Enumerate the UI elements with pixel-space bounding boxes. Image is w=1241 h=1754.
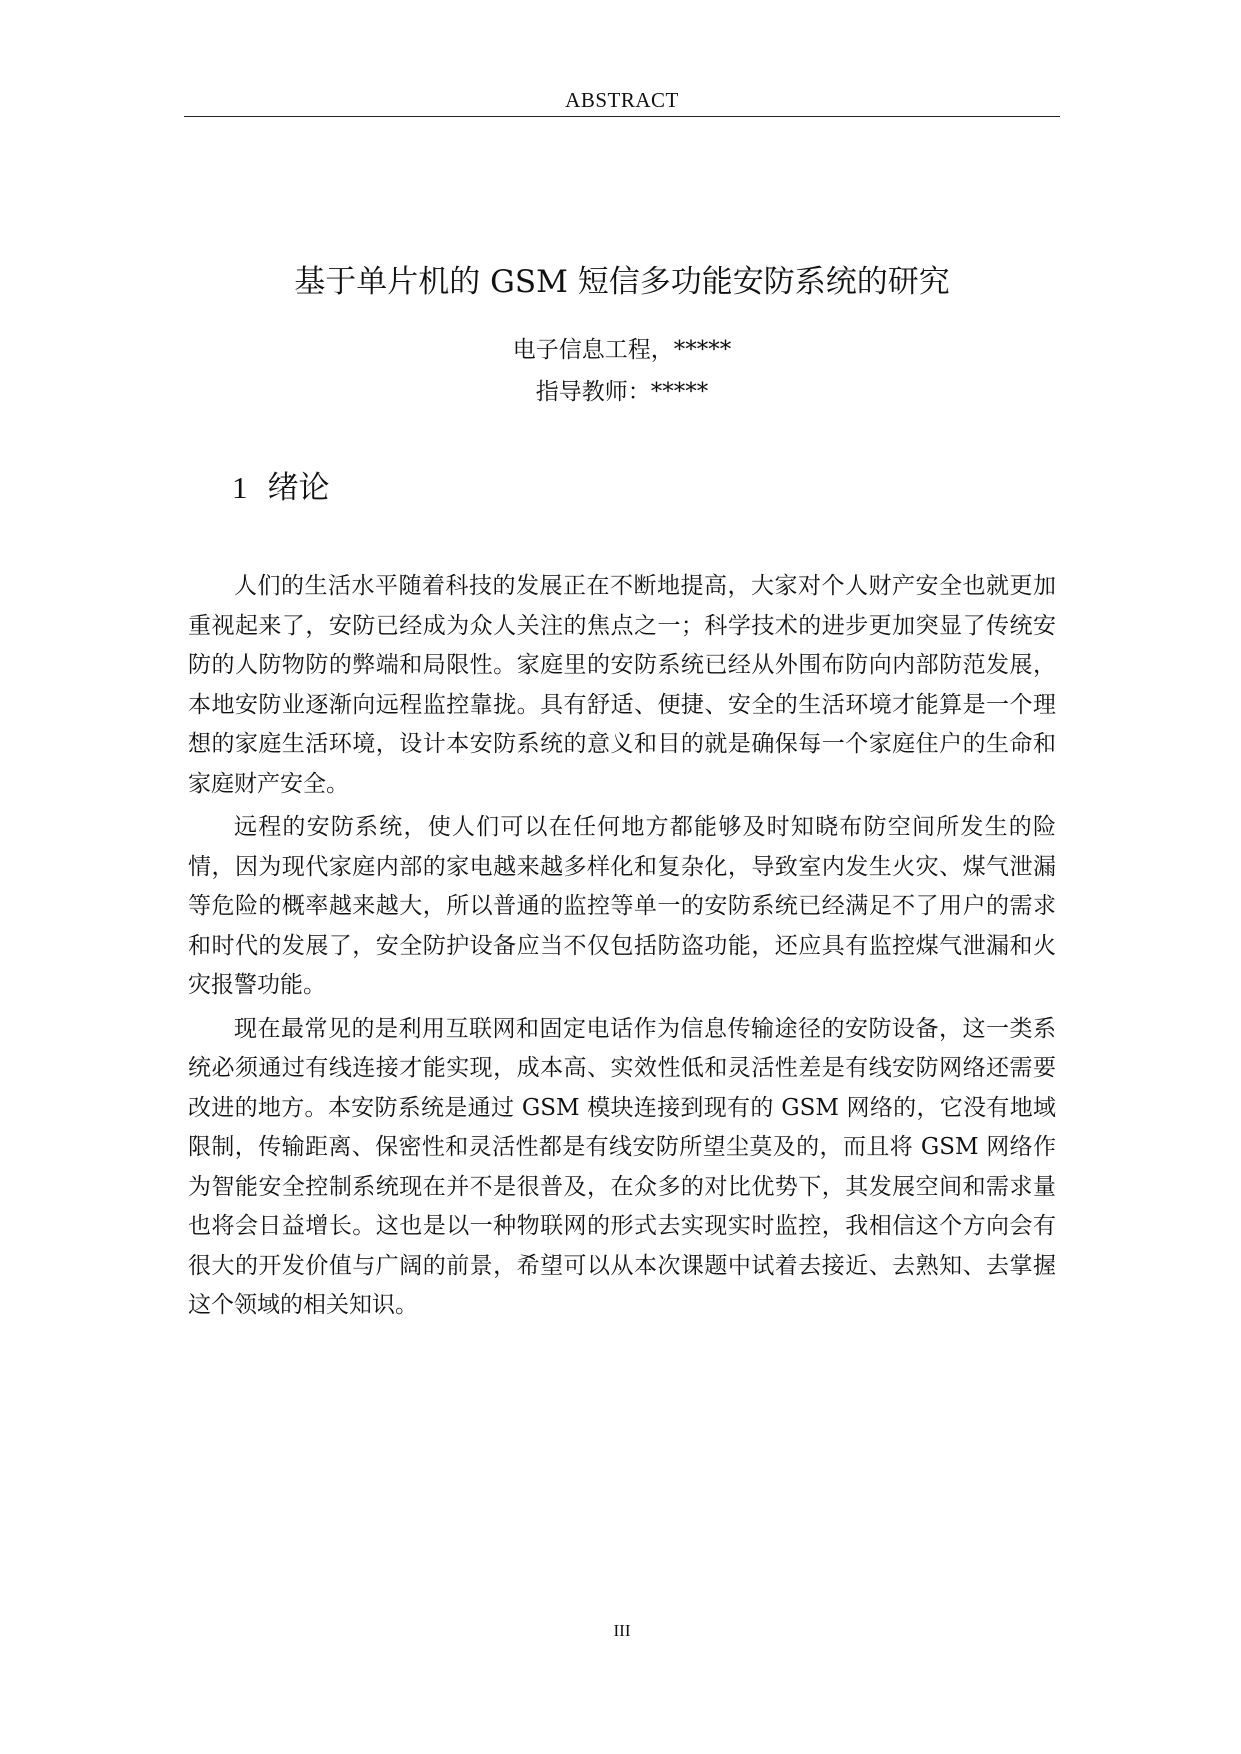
paragraph: 远程的安防系统，使人们可以在任何地方都能够及时知晓布防空间所发生的险情，因为现代家庭内部的家电越来越多样化和复杂化，导致室内发生火灾、煤气泄漏等危险的概率越来越大，所以普通的监控等单一的安防系统已经满足不了用户的需求和时代的发展了，安全防护设备应当不仅包括防盗功能，还应具有监控煤气泄漏和火灾报警功能。 bbox=[188, 814, 1056, 998]
section-number: 1 bbox=[232, 470, 248, 505]
section-heading bbox=[232, 468, 330, 508]
page-number: III bbox=[613, 1621, 631, 1640]
section-title: 绪论 bbox=[267, 470, 330, 506]
header-rule bbox=[184, 116, 1060, 117]
author-line: 电子信息工程，***** bbox=[512, 337, 732, 363]
paragraph: 人们的生活水平随着科技的发展正在不断地提高，大家对个人财产安全也就更加重视起来了，安防已经成为众人关注的焦点之一；科学技术的进步更加突显了传统安防的人防物防的弊端和局限性。家庭里的安防系统已经从外围布防向内部防范发展，本地安防业逐渐向远程监控靠拢。具有舒适、便捷、安全的生活环境才能算是一个理想的家庭生活环境，设计本安防系统的意义和目的就是确保每一个家庭住户的生命和家庭财产安全。 bbox=[188, 573, 1056, 797]
paper-title: 基于单片机的 GSM 短信多功能安防系统的研究 bbox=[294, 264, 950, 300]
advisor-line: 指导教师：***** bbox=[535, 379, 709, 405]
running-header: ABSTRACT bbox=[565, 88, 679, 112]
body-text bbox=[188, 567, 1056, 1330]
paragraph: 现在最常见的是利用互联网和固定电话作为信息传输途径的安防设备，这一类系统必须通过有线连接才能实现，成本高、实效性低和灵活性差是有线安防网络还需要改进的地方。本安防系统是通过 GSM 模块连接到现有的 GSM 网络的，它没有地域限制，传输距离、保密性和灵活性都是有线安防所望尘莫及的，而且将 GSM 网络作为智能安全控制系统现在并不是很普及，在众多的对比优势下，其发展空间和需求量也将会日益增长。这也是以一种物联网的形式去实现实时监控，我相信这个方向会有很大的开发价值与广阔的前景，希望可以从本次课题中试着去接近、去熟知、去掌握这个领域的相关知识。 bbox=[188, 1015, 1056, 1318]
